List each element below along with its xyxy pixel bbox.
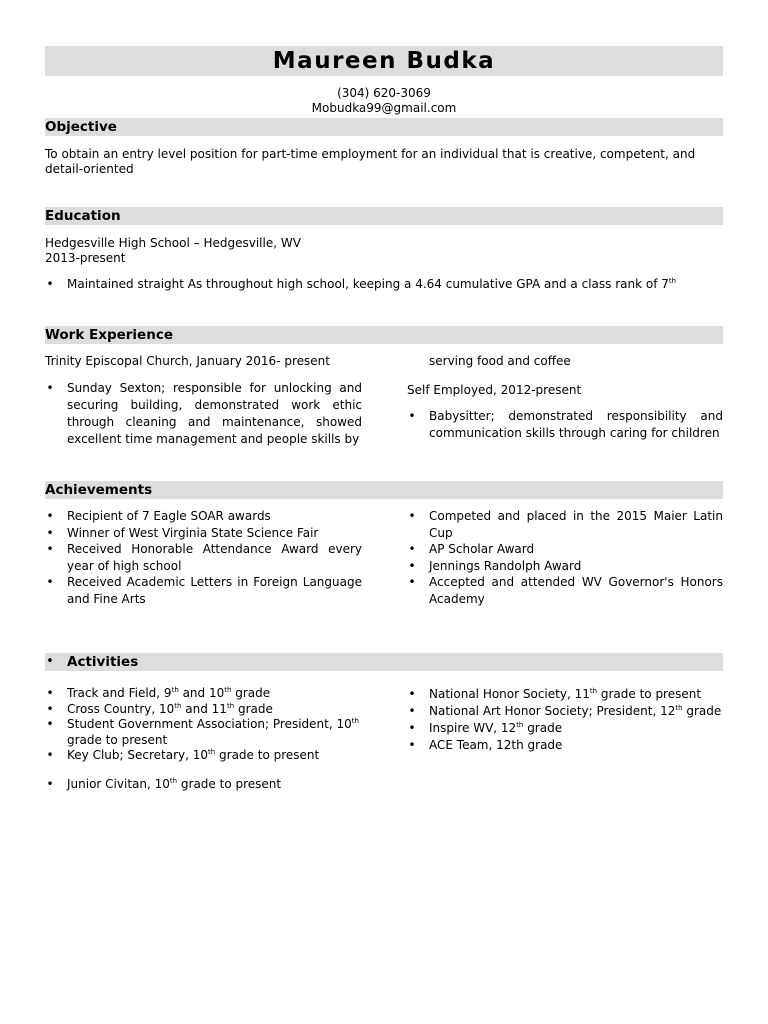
bullet-icon: • xyxy=(46,509,54,523)
bullet-icon: • xyxy=(46,380,54,395)
achievements-heading-bar xyxy=(45,481,723,499)
achievements-left-column xyxy=(45,508,362,607)
list-item xyxy=(45,541,362,574)
activity-text: ACE Team, 12th grade xyxy=(429,738,563,752)
list-item xyxy=(407,737,723,754)
bullet-icon: • xyxy=(408,575,416,589)
list-item xyxy=(407,541,723,558)
job2-title: Self Employed, 2012-present xyxy=(407,382,582,397)
activities-heading: Activities xyxy=(67,654,139,670)
list-item xyxy=(45,777,362,793)
activity-text: Track and Field, 9 xyxy=(67,686,172,700)
activity-text: Student Government Association; President, 10 xyxy=(67,717,352,731)
achievement-text: Received Academic Letters in Foreign Language and Fine Arts xyxy=(67,575,362,606)
objective-text: To obtain an entry level position for part-time employment for an individual that is creative, competent, and detail-oriented xyxy=(45,147,696,176)
objective-heading: Objective xyxy=(45,119,117,135)
achievement-text: Competed and placed in the 2015 Maier Latin Cup xyxy=(429,509,723,540)
bullet-icon: • xyxy=(46,654,54,669)
job2-description: Babysitter; demonstrated responsibility and communication skills through caring for children xyxy=(429,409,723,440)
bullet-icon: • xyxy=(46,748,54,762)
superscript: th xyxy=(169,776,178,785)
superscript: th xyxy=(224,686,232,694)
bullet-icon: • xyxy=(46,686,54,700)
education-heading: Education xyxy=(45,208,121,224)
bullet-icon: • xyxy=(408,704,416,718)
school-years: 2013-present xyxy=(45,251,126,265)
activity-text: Cross Country, 10 xyxy=(67,701,175,716)
list-item xyxy=(407,720,723,737)
work-heading-bar xyxy=(45,326,723,344)
achievement-text: Recipient of 7 Eagle SOAR awards xyxy=(67,509,271,523)
activity-text: Junior Civitan, 10 xyxy=(67,776,170,791)
gpa-text: Maintained straight As throughout high school, keeping a 4.64 cumulative GPA and a class rank of 7 xyxy=(67,277,669,291)
superscript: th xyxy=(589,687,598,695)
activity-text: and 10 xyxy=(178,686,225,700)
list-item xyxy=(407,574,723,607)
activity-text: National Art Honor Society; President, 12 xyxy=(429,704,676,718)
superscript: th xyxy=(171,686,179,694)
superscript: th xyxy=(351,717,359,725)
activity-text: Key Club; Secretary, 10 xyxy=(67,748,209,762)
work-heading: Work Experience xyxy=(45,327,173,343)
activity-text: grade to present xyxy=(67,732,168,747)
activities-left-column xyxy=(45,686,362,792)
achievement-text: Winner of West Virginia State Science Fair xyxy=(67,525,319,540)
job1-description: Sunday Sexton; responsible for unlocking and securing building, demonstrated work ethic through cleaning and maintenance, showed excellent time management and people skills by xyxy=(67,380,362,446)
list-item xyxy=(407,686,723,703)
superscript: th xyxy=(668,277,677,285)
work-right-column xyxy=(407,353,723,442)
activity-text: grade xyxy=(234,701,273,716)
job1-title: Trinity Episcopal Church, January 2016- present xyxy=(45,354,330,368)
bullet-icon: • xyxy=(408,687,416,701)
bullet-icon: • xyxy=(46,575,54,589)
bullet-icon: • xyxy=(46,776,54,791)
activity-text: and 11 xyxy=(181,701,227,716)
list-item xyxy=(45,574,362,607)
bullet-icon: • xyxy=(408,558,416,573)
list-item xyxy=(407,508,723,541)
bullet-icon: • xyxy=(408,542,416,556)
achievement-text: Accepted and attended WV Governor's Honors Academy xyxy=(429,575,723,606)
list-item xyxy=(45,686,362,702)
bullet-icon: • xyxy=(46,701,54,716)
bullet-icon: • xyxy=(408,509,416,523)
bullet-icon: • xyxy=(46,717,54,731)
activity-text: grade to present xyxy=(177,776,282,791)
bullet-icon: • xyxy=(46,542,54,556)
education-block xyxy=(45,236,723,266)
bullet-icon: • xyxy=(408,738,416,752)
achievements-right-column xyxy=(407,508,723,607)
list-item xyxy=(45,380,362,448)
list-item xyxy=(45,525,362,542)
list-item xyxy=(45,702,362,718)
superscript: th xyxy=(226,701,235,710)
phone-number: (304) 620-3069 xyxy=(337,86,431,100)
list-item xyxy=(45,748,362,764)
achievement-text: Received Honorable Attendance Award every year of high school xyxy=(67,542,362,573)
superscript: th xyxy=(516,721,524,729)
achievement-text: AP Scholar Award xyxy=(429,542,535,556)
activities-right-column xyxy=(407,686,723,754)
superscript: th xyxy=(174,701,182,710)
contact-block xyxy=(45,86,723,116)
achievements-heading: Achievements xyxy=(45,482,153,498)
education-heading-bar xyxy=(45,207,723,225)
activity-text: grade xyxy=(523,721,563,735)
school-name: Hedgesville High School – Hedgesville, WV xyxy=(45,236,301,250)
activity-text: National Honor Society, 11 xyxy=(429,687,590,701)
bullet-icon: • xyxy=(46,277,54,291)
superscript: th xyxy=(208,748,216,756)
activity-text: Inspire WV, 12 xyxy=(429,721,517,735)
list-item xyxy=(45,276,723,293)
activities-heading-bar xyxy=(45,653,723,671)
activity-text: grade xyxy=(231,686,271,700)
candidate-name: Maureen Budka xyxy=(272,48,496,74)
list-item xyxy=(45,508,362,525)
education-bullets xyxy=(45,276,723,293)
email-address: Mobudka99@gmail.com xyxy=(311,101,457,115)
bullet-icon: • xyxy=(46,525,54,540)
list-item xyxy=(407,703,723,720)
list-item xyxy=(407,408,723,442)
bullet-icon: • xyxy=(408,409,416,423)
job1-continued: serving food and coffee xyxy=(429,354,571,368)
work-left-column xyxy=(45,353,362,448)
name-banner xyxy=(45,46,723,76)
superscript: th xyxy=(675,704,683,712)
activity-text: grade xyxy=(682,704,722,718)
list-item xyxy=(45,717,362,748)
objective-heading-bar xyxy=(45,118,723,136)
activity-text: grade to present xyxy=(597,687,702,701)
achievement-text: Jennings Randolph Award xyxy=(429,558,582,573)
list-item xyxy=(407,558,723,575)
bullet-icon: • xyxy=(408,721,416,735)
activity-text: grade to present xyxy=(215,748,320,762)
